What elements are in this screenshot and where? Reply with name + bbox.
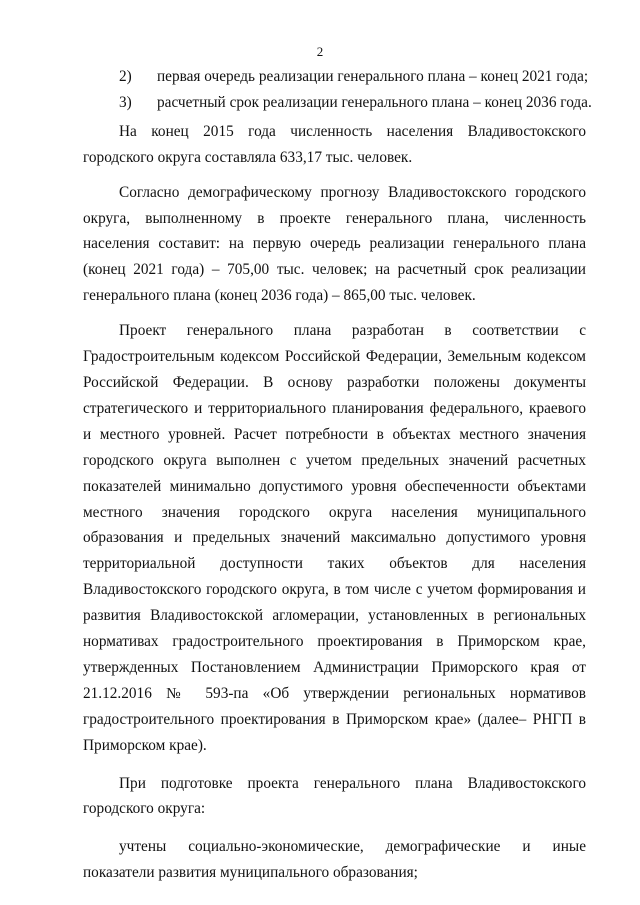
paragraph-project-basis: Проект генерального плана разработан в соответствии с Градостроительным кодексом Российской Федерации, Земельным кодексом Российской Федерации. В основу разработки положены документы стратегического и территориального планирования федерального, краевого и местного уровней. Расчет потребности в объектах местного значения городского округа выполнен с учетом предельных значений расчетных показателей минимально допустимого уровня обеспеченности объектами местного значения городского округа населения муниципального образования и предельных значений максимально допустимого уровня территориальной доступности таких объектов для населения Владивостокского городского округа, в том числе с учетом формирования и развития Владивостокской агломерации, установленных в региональных нормативах градостроительного проектирования в Приморском крае, утвержденных Постановлением Администрации Приморского края от 21.12.2016 № 593-па «Об утверждении региональных нормативов градостроительного проектирования в Приморском крае» (далее– РНГП в Приморском крае). — [83, 322, 586, 754]
list-item-number: 3) — [119, 93, 132, 111]
list-item-number: 2) — [119, 68, 132, 85]
page-number: 2 — [316, 44, 324, 59]
paragraph-considered-indicators: учтены социально-экономические, демографические и иные показатели развития муниципального образования; — [83, 838, 586, 882]
list-item-text: расчетный срок реализации генерального плана – конец 2036 года. — [157, 93, 592, 111]
paragraph-demographic-forecast: Согласно демографическому прогнозу Владивостокского городского округа, выполненному в проекте генерального плана, численность населения составит: на первую очередь реализации генерального плана (конец 2021 года) – 705,00 тыс. человек; на расчетный срок реализации генерального плана (конец 2036 года) – 865,00 тыс. человек. — [83, 183, 586, 305]
list-item-text: первая очередь реализации генерального плана – конец 2021 года; — [157, 68, 589, 85]
list-item — [119, 90, 592, 116]
list-item — [119, 64, 589, 90]
paragraph-preparation-intro: При подготовке проекта генерального плана Владивостокского городского округа: — [83, 774, 586, 818]
paragraph-population-2015: На конец 2015 года численность населения Владивостокского городского округа составляла 633,17 тыс. человек. — [83, 122, 586, 166]
document-body — [83, 64, 592, 886]
